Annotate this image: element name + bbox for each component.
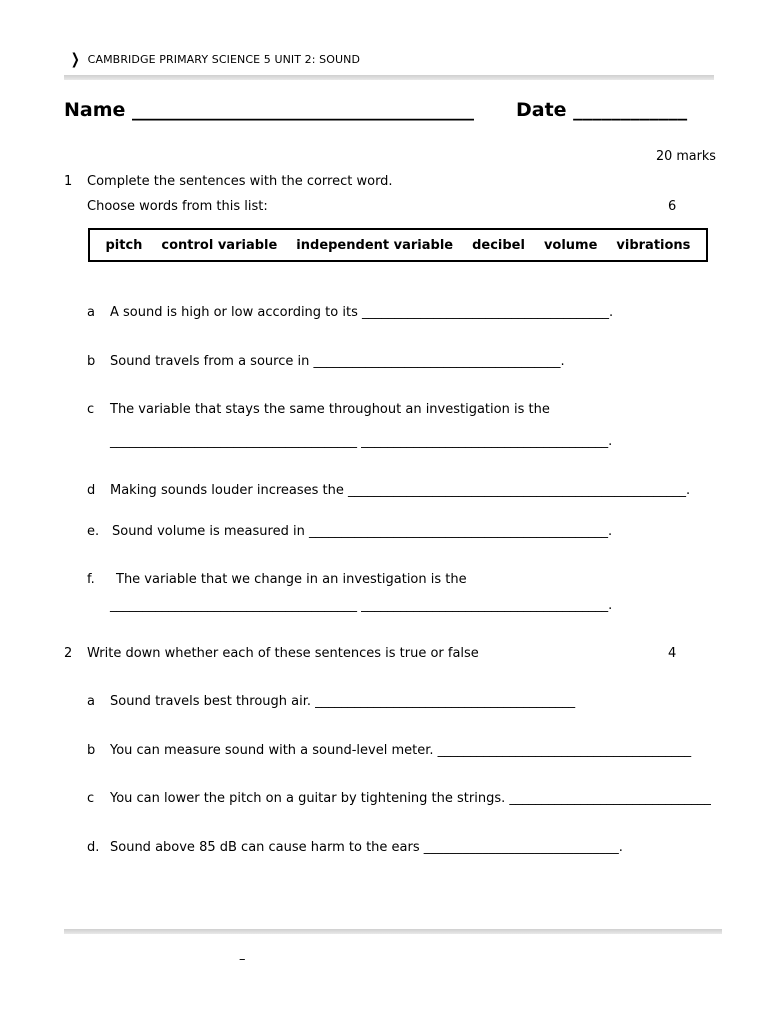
word-list-box <box>88 228 708 262</box>
q2b-letter: b <box>87 743 96 758</box>
total-marks: 20 marks <box>656 149 716 164</box>
footer-mark: – <box>239 952 246 967</box>
q2c-letter: c <box>87 791 95 806</box>
footer-divider <box>64 929 722 934</box>
q1e-text: Sound volume is measured in ______________________________________________. <box>112 524 613 539</box>
q1f-text: The variable that we change in an investigation is the <box>116 572 467 587</box>
q1a-letter: a <box>87 305 95 320</box>
q1-marks: 6 <box>668 199 677 214</box>
q1f-letter: f. <box>87 572 95 587</box>
q1e-letter: e. <box>87 524 100 539</box>
page-header <box>69 52 360 67</box>
name-line: Name ____________________________________ <box>64 99 475 121</box>
q1b-text: Sound travels from a source in ______________________________________. <box>110 354 565 369</box>
q1d-text: Making sounds louder increases the ____________________________________________________. <box>110 483 691 498</box>
word-option: decibel <box>472 237 525 253</box>
word-option: independent variable <box>296 237 454 253</box>
q2d-text: Sound above 85 dB can cause harm to the ears ______________________________. <box>110 840 623 855</box>
q1-subtext: Choose words from this list: <box>87 199 268 214</box>
header-divider <box>64 75 714 80</box>
header-title: CAMBRIDGE PRIMARY SCIENCE 5 UNIT 2: SOUND <box>87 53 361 66</box>
q2a-text: Sound travels best through air. ________________________________________ <box>110 694 576 709</box>
q1d-letter: d <box>87 483 96 498</box>
q2c-text: You can lower the pitch on a guitar by tightening the strings. _______________________________ <box>110 791 711 806</box>
date-line: Date ____________ <box>516 99 688 121</box>
word-option: vibrations <box>616 237 691 253</box>
q1-text: Complete the sentences with the correct word. <box>87 174 393 189</box>
q1-number: 1 <box>64 174 73 189</box>
q1a-text: A sound is high or low according to its ______________________________________. <box>110 305 614 320</box>
q1c-answer-line: ______________________________________ ______________________________________. <box>110 434 613 449</box>
q2-text: Write down whether each of these sentences is true or false <box>87 646 479 661</box>
chevron-right-icon: ❯ <box>70 50 80 68</box>
q2-marks: 4 <box>668 646 677 661</box>
word-option: volume <box>543 237 598 253</box>
q1f-answer-line: ______________________________________ ______________________________________. <box>110 598 613 613</box>
word-option: pitch <box>105 237 143 253</box>
q1c-text: The variable that stays the same throughout an investigation is the <box>110 402 550 417</box>
q2a-letter: a <box>87 694 95 709</box>
q2b-text: You can measure sound with a sound-level meter. _______________________________________ <box>110 743 692 758</box>
word-option: control variable <box>161 237 278 253</box>
q1b-letter: b <box>87 354 96 369</box>
q1c-letter: c <box>87 402 95 417</box>
q2-number: 2 <box>64 646 73 661</box>
q2d-letter: d. <box>87 840 100 855</box>
